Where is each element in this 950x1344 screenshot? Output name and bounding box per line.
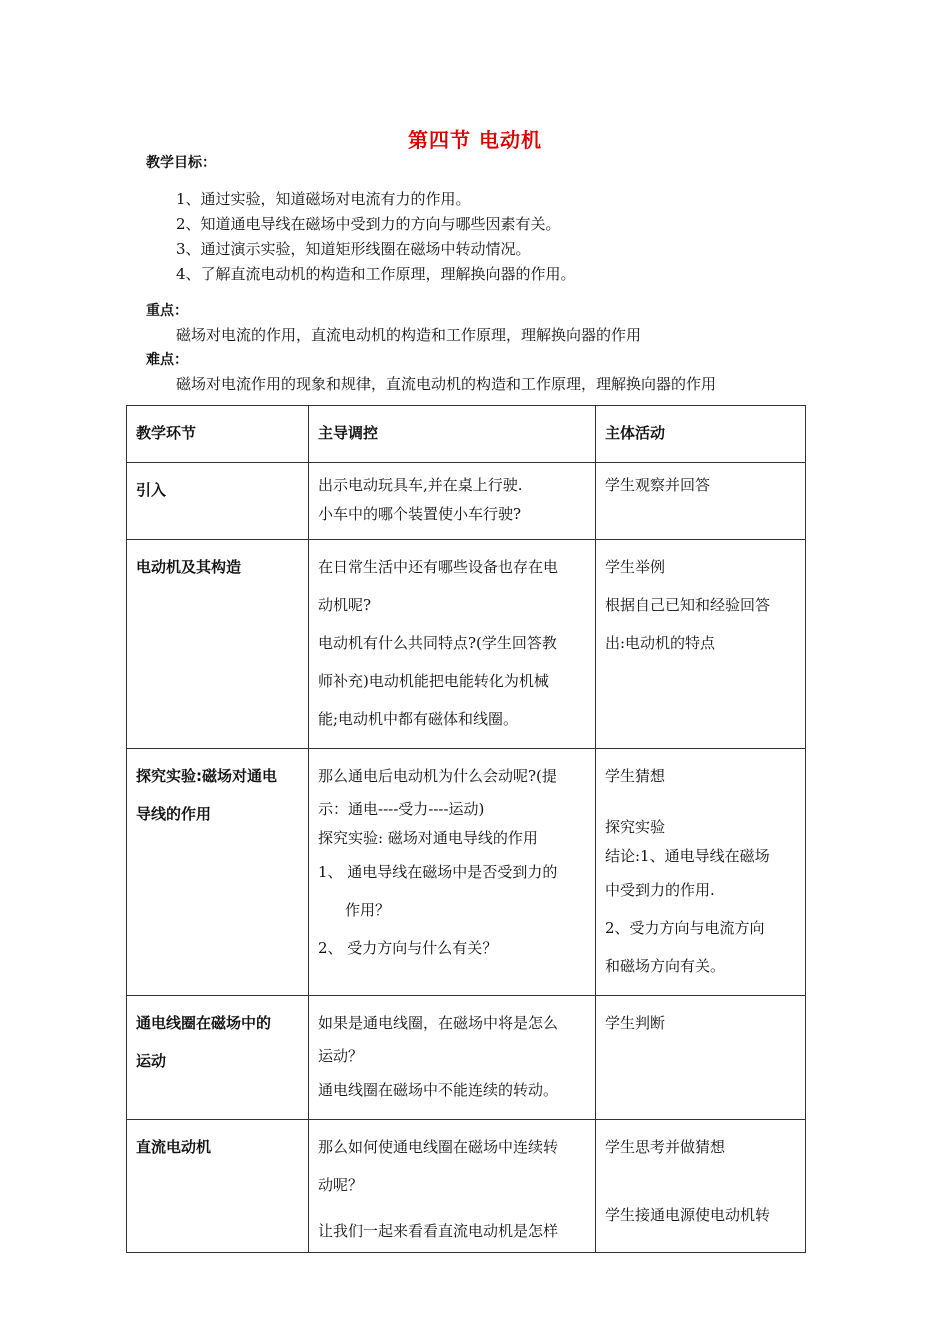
- teacher-line: 电动机有什么共同特点?(学生回答教: [318, 634, 557, 652]
- teacher-line: 那么通电后电动机为什么会动呢?(提: [318, 767, 557, 785]
- teacher-line: 在日常生活中还有哪些设备也存在电: [318, 558, 559, 576]
- student-line: 出:电动机的特点: [605, 634, 716, 652]
- section-label: 运动: [136, 1052, 167, 1070]
- teacher-spacer: [318, 1204, 586, 1212]
- difficult-text: 磁场对电流作用的现象和规律，直流电动机的构造和工作原理，理解换向器的作用: [176, 375, 717, 393]
- student-line: 中受到力的作用.: [605, 881, 715, 899]
- student-cell: [596, 1120, 806, 1253]
- section-cell: [127, 540, 309, 749]
- student-spacer: [605, 1166, 796, 1196]
- teacher-line: 让我们一起来看看直流电动机是怎样: [318, 1222, 559, 1240]
- page-title: 第四节 电动机: [408, 128, 542, 152]
- student-line: 根据自己已知和经验回答: [605, 596, 771, 614]
- section-cell: [127, 1120, 309, 1253]
- student-cell: [596, 463, 806, 540]
- header-cell-section: 教学环节: [127, 406, 309, 463]
- student-line: 学生观察并回答: [605, 476, 711, 494]
- student-cell: [596, 749, 806, 996]
- teacher-line: 探究实验: 磁场对通电导线的作用: [318, 829, 538, 847]
- student-line: 学生思考并做猜想: [605, 1138, 726, 1156]
- teacher-line: 1、 通电导线在磁场中是否受到力的: [318, 863, 558, 881]
- goals-heading: 教学目标：: [146, 155, 216, 171]
- teacher-cell: [309, 749, 596, 996]
- student-line: 和磁场方向有关。: [605, 957, 726, 975]
- student-line: 结论:1、通电导线在磁场: [605, 847, 770, 865]
- key-text: 磁场对电流的作用，直流电动机的构造和工作原理，理解换向器的作用: [176, 326, 642, 344]
- header-cell-student: 主体活动: [596, 406, 806, 463]
- section-label: 直流电动机: [136, 1138, 212, 1156]
- section-label: 电动机及其构造: [136, 558, 242, 576]
- teacher-line: 通电线圈在磁场中不能连续的转动。: [318, 1081, 559, 1099]
- student-line: 2、受力方向与电流方向: [605, 919, 765, 937]
- goal-item: 2、知道通电导线在磁场中受到力的方向与哪些因素有关。: [176, 215, 561, 233]
- goal-item: 1、通过实验，知道磁场对电流有力的作用。: [176, 190, 471, 208]
- section-cell: [127, 996, 309, 1120]
- student-line: 学生猜想: [605, 767, 666, 785]
- teacher-line: 出示电动玩具车,并在桌上行驶.: [318, 476, 523, 494]
- table-row: [127, 996, 806, 1120]
- key-heading: 重点：: [146, 303, 188, 319]
- section-label: 引入: [136, 481, 167, 499]
- teacher-cell: [309, 996, 596, 1120]
- teacher-line: 能;电动机中都有磁体和线圈。: [318, 710, 519, 728]
- teacher-line: 2、 受力方向与什么有关？: [318, 939, 498, 957]
- table-row: [127, 463, 806, 540]
- teacher-line: 示：通电----受力----运动): [318, 800, 485, 818]
- table-row: [127, 540, 806, 749]
- teacher-line: 作用？: [345, 901, 391, 919]
- difficult-heading: 难点：: [146, 352, 188, 368]
- teacher-cell: [309, 540, 596, 749]
- teacher-line: 小车中的哪个装置使小车行驶?: [318, 505, 522, 523]
- student-line: 学生接通电源使电动机转: [605, 1206, 771, 1224]
- teacher-line: 如果是通电线圈，在磁场中将是怎么: [318, 1014, 559, 1032]
- student-spacer: [605, 795, 796, 813]
- teacher-line: 师补充)电动机能把电能转化为机械: [318, 672, 549, 690]
- student-line: 学生举例: [605, 558, 666, 576]
- teacher-cell: [309, 1120, 596, 1253]
- teacher-line: 动机呢?: [318, 596, 372, 614]
- table-row: [127, 749, 806, 996]
- teacher-line: 那么如何使通电线圈在磁场中连续转: [318, 1138, 559, 1156]
- student-line: 学生判断: [605, 1014, 666, 1032]
- student-line: 探究实验: [605, 818, 666, 836]
- table-header-row: [127, 406, 806, 463]
- table-row: [127, 1120, 806, 1253]
- teacher-cell: [309, 463, 596, 540]
- section-cell: [127, 749, 309, 996]
- header-cell-teacher: 主导调控: [309, 406, 596, 463]
- section-label: 导线的作用: [136, 805, 212, 823]
- section-label: 通电线圈在磁场中的: [136, 1014, 272, 1032]
- teacher-line: 动呢？: [318, 1176, 364, 1194]
- student-cell: [596, 996, 806, 1120]
- goal-item: 4、了解直流电动机的构造和工作原理，理解换向器的作用。: [176, 265, 576, 283]
- goal-item: 3、通过演示实验，知道矩形线圈在磁场中转动情况。: [176, 240, 531, 258]
- section-cell: [127, 463, 309, 540]
- teacher-line: 运动？: [318, 1047, 364, 1065]
- student-cell: [596, 540, 806, 749]
- lesson-table: [126, 405, 806, 1253]
- section-label: 探究实验:磁场对通电: [136, 767, 277, 785]
